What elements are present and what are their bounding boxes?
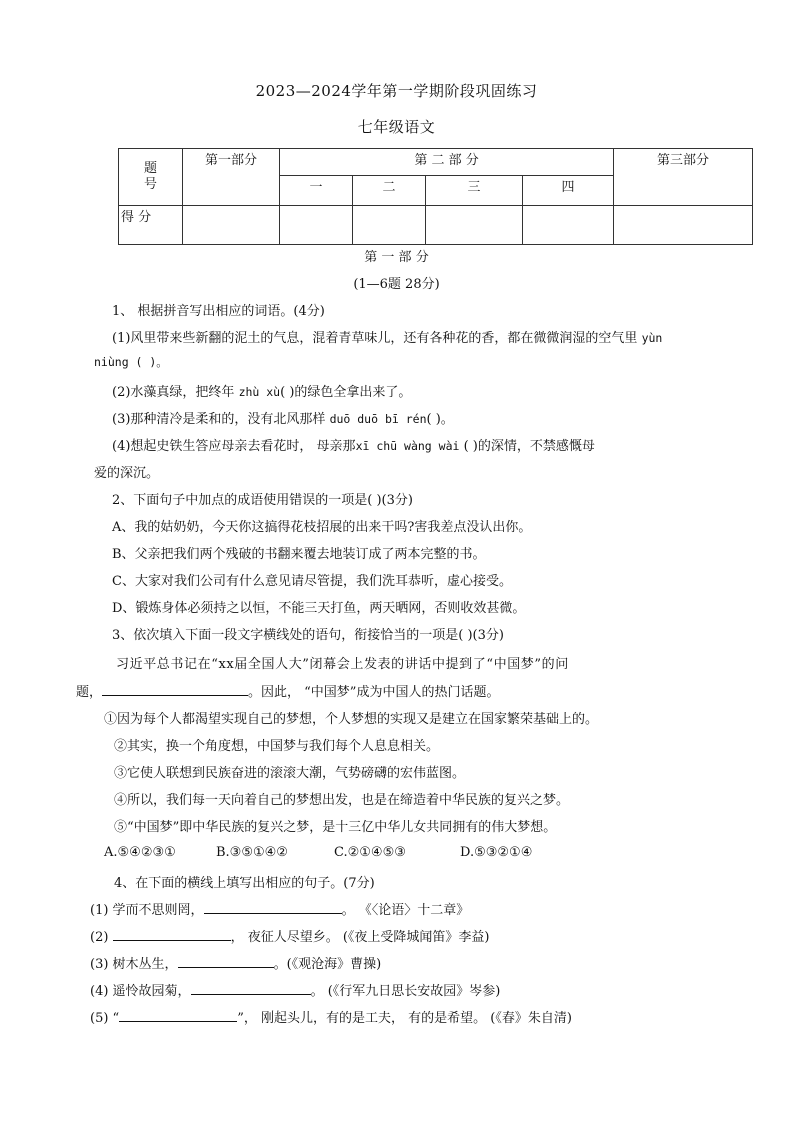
q4-line-4: (4) 遥怜故园菊， 。 (《行军九日思长安故园》岑参) <box>90 984 501 999</box>
q1-item1: (1)风里带来些新翻的泥土的气息，混着青草味儿，还有各种花的香，都在微微润湿的空气里 yùn <box>112 331 663 346</box>
q2-stem: 2、下面句子中加点的成语使用错误的一项是( )(3分) <box>112 493 413 508</box>
q4-blank-1[interactable] <box>204 901 342 914</box>
q3-option-d: D.⑤③②①④ <box>460 845 533 860</box>
q1-item2: (2)水藻真绿，把终年 zhù xù( )的绿色全拿出来了。 <box>112 385 412 400</box>
part3-header: 第三部分 <box>614 149 753 206</box>
q3-sentence-3: ③它使人联想到民族奋进的滚滚大潮，气势磅礴的宏伟蓝图。 <box>114 766 466 781</box>
section-range: (1—6题 28分) <box>353 277 440 292</box>
q3-option-b: B.③⑤①④② <box>216 845 288 860</box>
q4-blank-2[interactable] <box>113 928 231 941</box>
q4-blank-3[interactable] <box>178 955 274 968</box>
part2-header: 第 二 部 分 <box>280 149 614 176</box>
q4-line-5: (5) “ ”， 刚起头儿，有的是工夫， 有的是希望。 (《春》朱自清) <box>90 1011 572 1026</box>
sub-col-1: 一 <box>280 176 353 206</box>
q3-stem: 3、依次填入下面一段文字横线处的语句，衔接恰当的一项是( )(3分) <box>112 628 504 643</box>
q1-item3: (3)那种清冷是柔和的，没有北风那样 duō duō bī rén( )。 <box>112 412 454 427</box>
q2-option-b: B、父亲把我们两个残破的书翻来覆去地装订成了两本完整的书。 <box>112 547 486 562</box>
q1-item1-cont: niùng ( )。 <box>94 355 168 369</box>
score-cell-2[interactable] <box>353 206 426 245</box>
q2-option-c: C、大家对我们公司有什么意见请尽管提，我们洗耳恭听，虚心接受。 <box>112 574 512 589</box>
q2-option-a: A、我的姑奶奶，今天你这搞得花枝招展的出来干吗?害我差点没认出你。 <box>112 520 532 535</box>
q4-blank-5[interactable] <box>119 1009 237 1022</box>
q3-option-c: C.②①④⑤③ <box>334 845 406 860</box>
q2-option-d: D、锻炼身体必须持之以恒，不能三天打鱼，两天晒网，否则收效甚微。 <box>112 601 526 616</box>
score-cell-1[interactable] <box>280 206 353 245</box>
score-cell-3[interactable] <box>426 206 523 245</box>
sub-col-2: 二 <box>353 176 426 206</box>
q4-line-1: (1) 学而不思则罔， 。 《〈论语〉十二章》 <box>90 903 470 918</box>
q4-line-2: (2) ， 夜征人尽望乡。 (《夜上受降城闻笛》李益) <box>90 930 490 945</box>
q4-blank-4[interactable] <box>191 982 311 995</box>
q4-line-3: (3) 树木丛生， 。(《观沧海》曹操) <box>90 957 382 972</box>
score-table <box>118 148 753 245</box>
q1-item4-cont: 爱的深沉。 <box>94 466 160 481</box>
q3-sentence-2: ②其实，换一个角度想，中国梦与我们每个人息息相关。 <box>114 739 440 754</box>
score-label: 得 分 <box>119 206 183 245</box>
part1-header: 第一部分 <box>183 149 280 206</box>
exam-title: 2023—2024学年第一学期阶段巩固练习 <box>255 82 538 100</box>
sub-col-3: 三 <box>426 176 523 206</box>
tihao-label: 题号 <box>143 161 157 192</box>
q3-sentence-4: ④所以，我们每一天向着自己的梦想出发，也是在缔造着中华民族的复兴之梦。 <box>114 793 570 808</box>
q3-sentence-5: ⑤“中国梦”即中华民族的复兴之梦，是十三亿中华儿女共同拥有的伟大梦想。 <box>114 820 557 835</box>
q3-option-a: A.⑤④②③① <box>104 845 176 860</box>
score-cell-part1[interactable] <box>183 206 280 245</box>
q3-passage-2: 题， 。因此， “中国梦”成为中国人的热门话题。 <box>76 685 500 700</box>
section-heading: 第 一 部 分 <box>364 250 429 265</box>
q3-passage-1: 习近平总书记在“xx届全国人大”闭幕会上发表的讲话中提到了“中国梦”的问 <box>116 657 569 672</box>
q1-stem: 1、 根据拼音写出相应的词语。(4分) <box>112 304 325 319</box>
tihao-cell <box>119 149 183 206</box>
score-cell-4[interactable] <box>523 206 614 245</box>
q1-item4: (4)想起史铁生答应母亲去看花时， 母亲那xī chū wàng wài ( )的深情，不禁感慨母 <box>112 439 595 454</box>
q3-sentence-1: ①因为每个人都渴望实现自己的梦想，个人梦想的实现又是建立在国家繁荣基础上的。 <box>104 712 599 727</box>
score-cell-part3[interactable] <box>614 206 753 245</box>
q3-answer-blank[interactable] <box>102 683 248 696</box>
exam-subtitle: 七年级语文 <box>357 118 436 136</box>
sub-col-4: 四 <box>523 176 614 206</box>
q4-stem: 4、在下面的横线上填写出相应的句子。(7分) <box>114 876 375 891</box>
